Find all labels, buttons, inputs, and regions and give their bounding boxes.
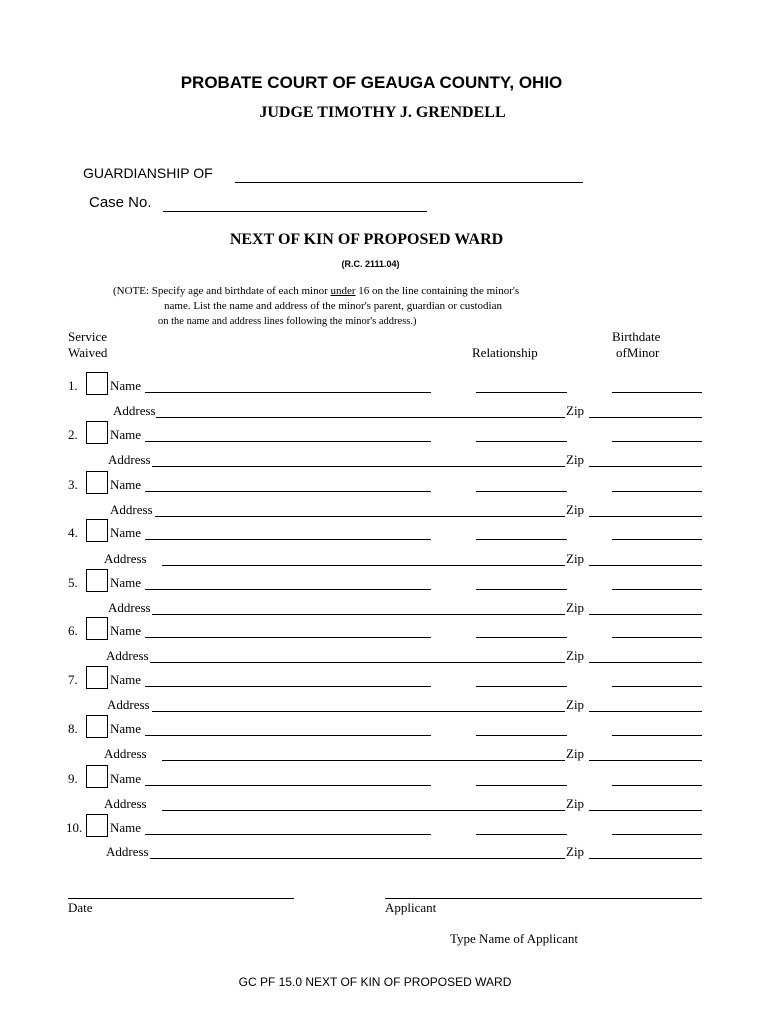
- birthdate-field[interactable]: [612, 834, 702, 835]
- guardianship-label: GUARDIANSHIP OF: [83, 165, 213, 181]
- zip-field[interactable]: [589, 614, 702, 615]
- address-field[interactable]: [152, 614, 565, 615]
- relationship-field[interactable]: [476, 686, 567, 687]
- birthdate-header: Birthdate: [612, 329, 661, 344]
- name-field[interactable]: [145, 491, 431, 492]
- guardianship-field[interactable]: [235, 182, 583, 183]
- entry-number: 9.: [68, 771, 78, 786]
- name-label: Name: [110, 721, 142, 736]
- address-label: Address: [106, 648, 149, 663]
- address-field[interactable]: [162, 760, 565, 761]
- form-footer: GC PF 15.0 NEXT OF KIN OF PROPOSED WARD: [238, 975, 512, 989]
- service-waived-checkbox[interactable]: [86, 617, 108, 640]
- zip-field[interactable]: [589, 565, 702, 566]
- relationship-field[interactable]: [476, 834, 567, 835]
- name-field[interactable]: [145, 686, 431, 687]
- name-field[interactable]: [145, 589, 431, 590]
- waived-header: Waived: [68, 345, 108, 360]
- relationship-field[interactable]: [476, 785, 567, 786]
- relationship-field[interactable]: [476, 589, 567, 590]
- birthdate-field[interactable]: [612, 589, 702, 590]
- name-label: Name: [110, 477, 142, 492]
- name-field[interactable]: [145, 735, 431, 736]
- birthdate-field[interactable]: [612, 539, 702, 540]
- service-waived-checkbox[interactable]: [86, 471, 108, 494]
- birthdate-field[interactable]: [612, 735, 702, 736]
- note-line-1: (NOTE: Specify age and birthdate of each minor under 16 on the line containing the minor's: [113, 285, 520, 297]
- name-label: Name: [110, 575, 142, 590]
- of-minor-header: ofMinor: [616, 345, 660, 360]
- service-waived-checkbox[interactable]: [86, 765, 108, 788]
- relationship-field[interactable]: [476, 735, 567, 736]
- service-waived-checkbox[interactable]: [86, 421, 108, 444]
- address-label: Address: [104, 746, 147, 761]
- note-line-3: on the name and address lines following the minor's address.): [158, 316, 417, 327]
- birthdate-field[interactable]: [612, 392, 702, 393]
- birthdate-field[interactable]: [612, 441, 702, 442]
- service-waived-checkbox[interactable]: [86, 372, 108, 395]
- service-header: Service: [68, 329, 107, 344]
- applicant-label: Applicant: [385, 900, 437, 915]
- zip-label: Zip: [566, 403, 585, 418]
- address-label: Address: [104, 551, 147, 566]
- address-label: Address: [110, 502, 153, 517]
- address-label: Address: [107, 697, 150, 712]
- form-title: NEXT OF KIN OF PROPOSED WARD: [229, 231, 504, 248]
- entry-number: 10.: [66, 820, 83, 835]
- birthdate-field[interactable]: [612, 491, 702, 492]
- address-field[interactable]: [162, 810, 565, 811]
- case-no-label: Case No.: [89, 194, 152, 211]
- date-label: Date: [68, 900, 93, 915]
- zip-field[interactable]: [589, 466, 702, 467]
- service-waived-checkbox[interactable]: [86, 814, 108, 837]
- applicant-signature-field[interactable]: [385, 898, 702, 899]
- type-name-label: Type Name of Applicant: [450, 931, 578, 946]
- entry-number: 6.: [68, 623, 78, 638]
- service-waived-checkbox[interactable]: [86, 715, 108, 738]
- relationship-field[interactable]: [476, 392, 567, 393]
- address-field[interactable]: [152, 711, 565, 712]
- relationship-field[interactable]: [476, 539, 567, 540]
- name-field[interactable]: [145, 392, 431, 393]
- zip-label: Zip: [566, 796, 585, 811]
- name-field[interactable]: [145, 441, 431, 442]
- service-waived-checkbox[interactable]: [86, 666, 108, 689]
- name-label: Name: [110, 820, 142, 835]
- zip-label: Zip: [566, 746, 585, 761]
- relationship-field[interactable]: [476, 491, 567, 492]
- name-field[interactable]: [145, 637, 431, 638]
- entry-number: 4.: [68, 525, 78, 540]
- address-field[interactable]: [152, 466, 565, 467]
- court-title: PROBATE COURT OF GEAUGA COUNTY, OHIO: [180, 73, 563, 92]
- zip-field[interactable]: [589, 711, 702, 712]
- relationship-header: Relationship: [472, 345, 538, 360]
- zip-field[interactable]: [589, 858, 702, 859]
- entry-number: 7.: [68, 672, 78, 687]
- service-waived-checkbox[interactable]: [86, 569, 108, 592]
- address-field[interactable]: [150, 662, 565, 663]
- zip-field[interactable]: [589, 662, 702, 663]
- note-line-2: name. List the name and address of the minor's parent, guardian or custodian: [164, 300, 502, 312]
- date-field[interactable]: [68, 898, 294, 899]
- zip-field[interactable]: [589, 810, 702, 811]
- zip-label: Zip: [566, 452, 585, 467]
- service-waived-checkbox[interactable]: [86, 519, 108, 542]
- entry-number: 5.: [68, 575, 78, 590]
- entry-number: 1.: [68, 378, 78, 393]
- zip-field[interactable]: [589, 516, 702, 517]
- name-label: Name: [110, 427, 142, 442]
- zip-field[interactable]: [589, 760, 702, 761]
- name-label: Name: [110, 771, 142, 786]
- address-label: Address: [113, 403, 156, 418]
- name-field[interactable]: [145, 539, 431, 540]
- zip-label: Zip: [566, 844, 585, 859]
- address-field[interactable]: [155, 516, 565, 517]
- name-field[interactable]: [145, 785, 431, 786]
- zip-field[interactable]: [589, 417, 702, 418]
- zip-label: Zip: [566, 648, 585, 663]
- judge-name: JUDGE TIMOTHY J. GRENDELL: [259, 104, 506, 121]
- name-field[interactable]: [145, 834, 431, 835]
- address-label: Address: [106, 844, 149, 859]
- entry-number: 2.: [68, 427, 78, 442]
- address-label: Address: [108, 600, 151, 615]
- name-label: Name: [110, 623, 142, 638]
- case-no-field[interactable]: [163, 211, 427, 212]
- entry-number: 8.: [68, 721, 78, 736]
- name-label: Name: [110, 378, 142, 393]
- address-field[interactable]: [150, 858, 565, 859]
- relationship-field[interactable]: [476, 441, 567, 442]
- entry-number: 3.: [68, 477, 78, 492]
- zip-label: Zip: [566, 551, 585, 566]
- birthdate-field[interactable]: [612, 785, 702, 786]
- relationship-field[interactable]: [476, 637, 567, 638]
- zip-label: Zip: [566, 600, 585, 615]
- birthdate-field[interactable]: [612, 686, 702, 687]
- address-field[interactable]: [162, 565, 565, 566]
- name-label: Name: [110, 525, 142, 540]
- zip-label: Zip: [566, 697, 585, 712]
- name-label: Name: [110, 672, 142, 687]
- address-field[interactable]: [156, 417, 565, 418]
- address-label: Address: [104, 796, 147, 811]
- statute-reference: (R.C. 2111.04): [341, 259, 400, 269]
- birthdate-field[interactable]: [612, 637, 702, 638]
- address-label: Address: [108, 452, 151, 467]
- zip-label: Zip: [566, 502, 585, 517]
